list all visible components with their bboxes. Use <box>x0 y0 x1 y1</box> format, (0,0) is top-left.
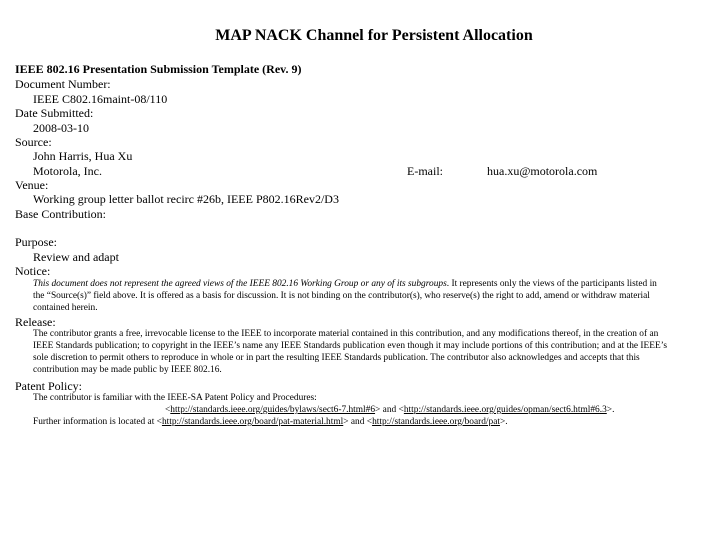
purpose-value: Review and adapt <box>33 250 119 264</box>
notice-italic: This document does not represent the agreed views of the IEEE 802.16 Working Group or any of its subgroups <box>33 279 447 289</box>
date-label: Date Submitted: <box>15 106 94 120</box>
further-text: Further information is located at < <box>33 417 162 427</box>
purpose-label: Purpose: <box>15 235 57 249</box>
release-line-4: contribution may be made public by IEEE 802.16. <box>33 365 222 375</box>
board-pat-link[interactable]: http://standards.ieee.org/board/pat <box>372 417 500 427</box>
doc-number-label: Document Number: <box>15 77 111 91</box>
venue-label: Venue: <box>15 178 49 192</box>
email-label: E-mail: <box>407 164 443 178</box>
release-line-2: IEEE Standards publication; to copyright in the IEEE’s name any IEEE Standards publication even though it may include portions of this contribution; and at the IEEE’s <box>33 341 667 351</box>
page-title: MAP NACK Channel for Persistent Allocation <box>215 27 533 44</box>
venue-value: Working group letter ballot recirc #26b, IEEE P802.16Rev2/D3 <box>33 192 339 206</box>
template-heading: IEEE 802.16 Presentation Submission Template (Rev. 9) <box>15 62 302 76</box>
doc-number: IEEE C802.16maint-08/110 <box>33 92 168 106</box>
patent-line-2: <http://standards.ieee.org/guides/bylaws/sect6-7.html#6> and <http://standards.ieee.org/guides/opman/sect6.html#6.3>. <box>165 405 615 415</box>
end-text-2: >. <box>499 417 508 427</box>
authors: John Harris, Hua Xu <box>33 149 133 163</box>
and-text-2: > and < <box>343 417 373 427</box>
release-line-1: The contributor grants a free, irrevocable license to the IEEE to incorporate material contained in this contribution, and any modifications thereof, in the creation of an <box>33 329 659 339</box>
notice-label: Notice: <box>15 264 51 278</box>
email-value: hua.xu@motorola.com <box>487 164 598 178</box>
patent-line-1: The contributor is familiar with the IEEE-SA Patent Policy and Procedures: <box>33 393 317 403</box>
notice-text-1: . It represents only the views of the participants listed in <box>446 279 657 289</box>
source-label: Source: <box>15 135 52 149</box>
patent-policy-label: Patent Policy: <box>15 379 82 393</box>
bylaws-link[interactable]: http://standards.ieee.org/guides/bylaws/sect6-7.html#6 <box>170 405 376 415</box>
base-contribution-label: Base Contribution: <box>15 207 106 221</box>
date-value: 2008-03-10 <box>33 121 89 135</box>
notice-line-3: contained herein. <box>33 303 98 313</box>
notice-line-2: the “Source(s)” field above. It is offered as a basis for discussion. It is not binding on the contributor(s), who reserve(s) the right to add, amend or withdraw material <box>33 291 650 301</box>
opman-link[interactable]: http://standards.ieee.org/guides/opman/sect6.html#6.3 <box>403 405 607 415</box>
organization: Motorola, Inc. <box>33 164 102 178</box>
notice-line-1 <box>33 278 657 291</box>
release-label: Release: <box>15 315 56 329</box>
end-text-1: >. <box>606 405 615 415</box>
and-text: > and < <box>375 405 404 415</box>
pat-material-link[interactable]: http://standards.ieee.org/board/pat-material.html <box>161 417 344 427</box>
release-line-3: sole discretion to permit others to reproduce in whole or in part the resulting IEEE Standards publication. The contributor also acknowledges and accepts that this <box>33 353 640 363</box>
patent-line-3 <box>33 416 508 429</box>
